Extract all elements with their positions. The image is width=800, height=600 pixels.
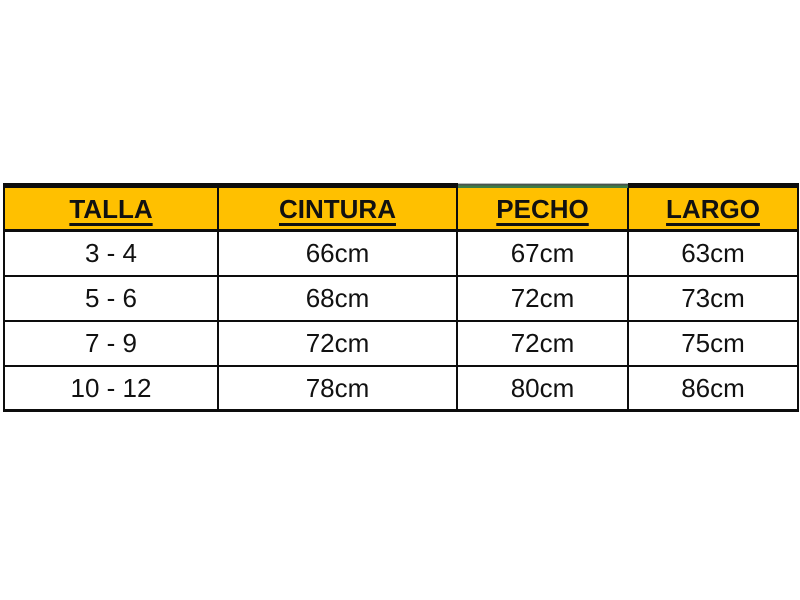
size-chart-header	[4, 186, 798, 231]
header-label-talla: TALLA	[69, 193, 153, 224]
cell-largo: 75cm	[628, 321, 798, 366]
table-row	[4, 231, 798, 276]
header-label-cintura: CINTURA	[279, 193, 396, 224]
cell-cintura: 78cm	[218, 366, 457, 411]
cell-talla: 10 - 12	[4, 366, 218, 411]
table-row	[4, 276, 798, 321]
cell-pecho: 72cm	[457, 321, 628, 366]
cell-cintura: 68cm	[218, 276, 457, 321]
cell-cintura: 66cm	[218, 231, 457, 276]
cell-talla: 3 - 4	[4, 231, 218, 276]
table-row	[4, 321, 798, 366]
cell-talla: 5 - 6	[4, 276, 218, 321]
cell-largo: 73cm	[628, 276, 798, 321]
cell-pecho: 80cm	[457, 366, 628, 411]
cell-largo: 63cm	[628, 231, 798, 276]
size-chart-table	[3, 183, 799, 412]
header-cell-pecho	[457, 186, 628, 231]
size-chart-body	[4, 231, 798, 411]
header-cell-cintura	[218, 186, 457, 231]
header-label-pecho: PECHO	[496, 193, 589, 224]
header-cell-talla	[4, 186, 218, 231]
table-row	[4, 366, 798, 411]
cell-talla: 7 - 9	[4, 321, 218, 366]
cell-largo: 86cm	[628, 366, 798, 411]
header-label-largo: LARGO	[666, 193, 760, 224]
cell-pecho: 67cm	[457, 231, 628, 276]
cell-cintura: 72cm	[218, 321, 457, 366]
header-cell-largo	[628, 186, 798, 231]
header-row	[4, 186, 798, 231]
cell-pecho: 72cm	[457, 276, 628, 321]
